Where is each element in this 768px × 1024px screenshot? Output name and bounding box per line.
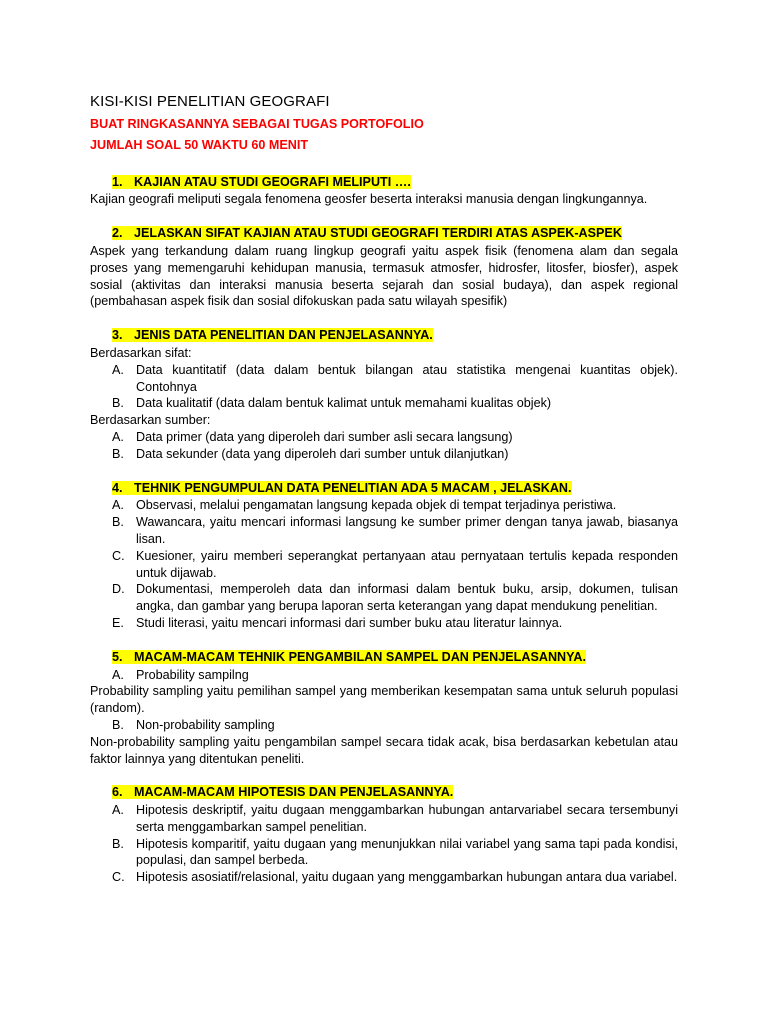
list-item-text: Dokumentasi, memperoleh data dan informasi dalam bentuk buku, arsip, dokumen, tulisan angka, dan gambar yang berupa laporan serta keterangan yang dapat mendukung penelitian. — [136, 582, 678, 614]
probability-sampling-text: Probability sampling yaitu pemilihan sampel yang memberikan kesempatan sama untuk seluruh populasi (random). — [90, 684, 678, 716]
list-item-text: Observasi, melalui pengamatan langsung kepada objek di tempat terjadinya peristiwa. — [136, 498, 617, 513]
list-item — [90, 395, 678, 412]
list-item-text: Kuesioner, yairu memberi seperangkat pertanyaan atau pernyataan tertulis kepada responden untuk dijawab. — [136, 548, 678, 580]
list-item-text: Hipotesis komparitif, yaitu dugaan yang menunjukkan nilai variabel yang sama tapi pada kondisi, populasi, dan sampel berbeda. — [136, 836, 678, 868]
list-marker: A. — [112, 429, 124, 444]
list-marker: C. — [112, 548, 125, 563]
question-6-section — [90, 784, 678, 886]
list-marker: D. — [112, 582, 125, 597]
question-3-section — [90, 327, 678, 462]
question-text: KAJIAN ATAU STUDI GEOGRAFI MELIPUTI …. — [134, 174, 411, 189]
question-1-heading — [90, 174, 678, 191]
list-item-text: Studi literasi, yaitu mencari informasi dari sumber buku atau literatur lainnya. — [136, 615, 563, 630]
list-item-text: Data kuantitatif (data dalam bentuk bilangan atau statistika mengenai kuantitas objek). Contohnya — [136, 362, 678, 394]
list-item — [90, 362, 678, 396]
question-2-heading — [90, 225, 678, 242]
question-6-heading — [90, 784, 678, 801]
question-5-heading — [90, 649, 678, 666]
question-4-heading — [90, 480, 678, 497]
list-marker: B. — [112, 396, 124, 411]
list-item — [90, 497, 678, 514]
document-page — [90, 92, 678, 886]
list-marker: A. — [112, 362, 124, 377]
question-1-section — [90, 174, 678, 209]
list-item — [90, 667, 678, 684]
list-marker: A. — [112, 667, 124, 682]
label-by-nature: Berdasarkan sifat: — [90, 345, 192, 360]
list-item — [90, 717, 678, 734]
list-item — [90, 836, 678, 870]
document-title: KISI-KISI PENELITIAN GEOGRAFI — [90, 93, 330, 110]
sampling-a-list — [90, 667, 678, 684]
question-text: MACAM-MACAM TEHNIK PENGAMBILAN SAMPEL DAN PENJELASANNYA. — [134, 649, 586, 664]
subtitle-portfolio: BUAT RINGKASANNYA SEBAGAI TUGAS PORTOFOLIO — [90, 117, 424, 131]
list-item — [90, 429, 678, 446]
list-item — [90, 802, 678, 836]
list-item — [90, 548, 678, 582]
question-text: MACAM-MACAM HIPOTESIS DAN PENJELASANNYA. — [134, 785, 454, 800]
question-5-section — [90, 649, 678, 768]
subtitle-exam-info: JUMLAH SOAL 50 WAKTU 60 MENIT — [90, 137, 309, 152]
question-1-answer: Kajian geografi meliputi segala fenomena geosfer beserta interaksi manusia dengan lingkungannya. — [90, 192, 648, 207]
question-2-section — [90, 225, 678, 310]
question-number: 3. — [112, 328, 123, 343]
question-number: 6. — [112, 785, 123, 800]
list-item-text: Data primer (data yang diperoleh dari sumber asli secara langsung) — [136, 429, 513, 444]
list-marker: B. — [112, 717, 124, 732]
list-marker: B. — [112, 446, 124, 461]
list-item-text: Data sekunder (data yang diperoleh dari sumber untuk dilanjutkan) — [136, 446, 509, 461]
label-by-source: Berdasarkan sumber: — [90, 413, 211, 428]
list-marker: C. — [112, 870, 125, 885]
list-by-nature — [90, 362, 678, 412]
list-item-text: Hipotesis asosiatif/relasional, yaitu dugaan yang menggambarkan hubungan antara dua variabel. — [136, 870, 678, 885]
question-3-heading — [90, 327, 678, 344]
list-by-source — [90, 429, 678, 463]
question-text: JELASKAN SIFAT KAJIAN ATAU STUDI GEOGRAFI TERDIRI ATAS ASPEK-ASPEK — [134, 226, 622, 241]
list-marker: B. — [112, 836, 124, 851]
hypothesis-list — [90, 802, 678, 886]
list-item — [90, 446, 678, 463]
question-number: 4. — [112, 480, 123, 495]
list-marker: B. — [112, 515, 124, 530]
question-number: 5. — [112, 649, 123, 664]
list-marker: A. — [112, 498, 124, 513]
list-item — [90, 514, 678, 548]
question-2-answer: Aspek yang terkandung dalam ruang lingkup geografi yaitu aspek fisik (fenomena alam dan segala proses yang memengaruhi kehidupan manusia, termasuk atmosfer, hidrosfer, litosfer, biosfer), aspek sosial (aktivitas dan interaksi manusia beserta sejarah dan sosial budaya), dan aspek regional (pembahasan aspek fisik dan sosial difokuskan pada satu wilayah spesifik) — [90, 243, 678, 309]
question-text: JENIS DATA PENELITIAN DAN PENJELASANNYA. — [134, 328, 433, 343]
question-4-section — [90, 480, 678, 632]
list-item-text: Non-probability sampling — [136, 717, 275, 732]
list-item-text: Wawancara, yaitu mencari informasi langsung ke sumber primer dengan tanya jawab, biasanya lisan. — [136, 515, 678, 546]
non-probability-sampling-text: Non-probability sampling yaitu pengambilan sampel secara tidak acak, bisa berdasarkan kebetulan atau faktor lainnya yang ditentukan peneliti. — [90, 734, 678, 766]
data-collection-list — [90, 497, 678, 631]
list-item — [90, 581, 678, 615]
list-marker: E. — [112, 615, 124, 630]
list-item — [90, 615, 678, 632]
list-item-text: Hipotesis deskriptif, yaitu dugaan menggambarkan hubungan antarvariabel secara tersembunyi serta menggambarkan sampel penelitian. — [136, 803, 678, 834]
list-item-text: Data kualitatif (data dalam bentuk kalimat untuk memahami kualitas objek) — [136, 396, 552, 411]
list-item — [90, 869, 678, 886]
list-item-text: Probability sampilng — [136, 667, 249, 682]
question-number: 1. — [112, 174, 123, 189]
question-text: TEHNIK PENGUMPULAN DATA PENELITIAN ADA 5 MACAM , JELASKAN. — [134, 480, 572, 495]
question-number: 2. — [112, 226, 123, 241]
sampling-b-list — [90, 717, 678, 734]
list-marker: A. — [112, 803, 124, 818]
